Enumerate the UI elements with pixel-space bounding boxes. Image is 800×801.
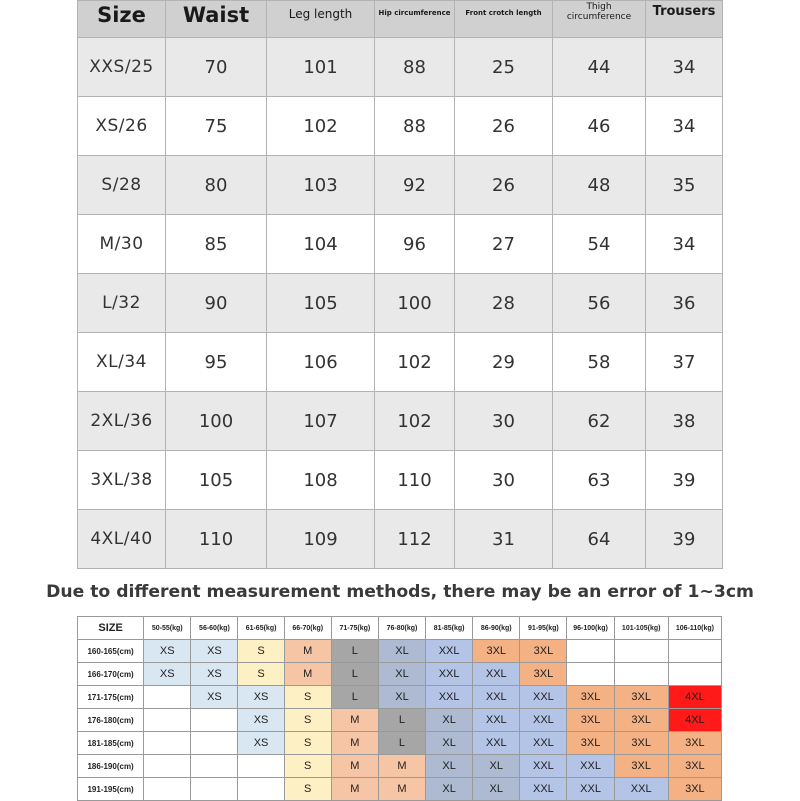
table-row: [78, 38, 723, 97]
recommended-size-cell: XXL: [473, 732, 520, 755]
recommended-size-cell: S: [238, 640, 284, 663]
recommended-size-cell: [144, 732, 191, 755]
table-header-row: [78, 1, 723, 38]
cell-size: XXS/25: [78, 38, 166, 97]
recommended-size-cell: M: [331, 709, 378, 732]
cell-leg-length: 102: [267, 97, 375, 156]
weight-range-header: 81-85(kg): [426, 617, 473, 640]
recommended-size-cell: [144, 686, 191, 709]
height-range-label: 166-170(cm): [78, 663, 144, 686]
cell-size: 4XL/40: [78, 510, 166, 569]
weight-range-header: 86-90(kg): [473, 617, 520, 640]
recommended-size-cell: [191, 709, 238, 732]
weight-range-header: 106-110(kg): [668, 617, 721, 640]
cell-leg-length: 109: [267, 510, 375, 569]
height-row: [78, 732, 722, 755]
cell-front-crotch-length: 31: [455, 510, 553, 569]
recommended-size-cell: XXL: [473, 663, 520, 686]
recommended-size-cell: XS: [191, 640, 238, 663]
cell-waist: 105: [166, 451, 267, 510]
cell-size: 3XL/38: [78, 451, 166, 510]
recommended-size-cell: 3XL: [614, 709, 668, 732]
cell-hip-circumference: 100: [375, 274, 455, 333]
recommended-size-cell: XS: [238, 709, 284, 732]
recommended-size-cell: M: [378, 778, 425, 801]
recommended-size-cell: [191, 755, 238, 778]
cell-hip-circumference: 102: [375, 392, 455, 451]
recommended-size-cell: S: [284, 778, 331, 801]
weight-range-header: 101-105(kg): [614, 617, 668, 640]
recommended-size-cell: L: [378, 709, 425, 732]
recommended-size-cell: [668, 663, 721, 686]
cell-front-crotch-length: 26: [455, 156, 553, 215]
cell-trousers: 37: [646, 333, 723, 392]
recommended-size-cell: XS: [191, 686, 238, 709]
cell-thigh-circumference: 62: [553, 392, 646, 451]
recommended-size-cell: M: [284, 640, 331, 663]
recommended-size-cell: S: [284, 732, 331, 755]
recommended-size-cell: XL: [426, 732, 473, 755]
header-leg-length: Leg length: [267, 1, 375, 38]
cell-waist: 100: [166, 392, 267, 451]
recommended-size-cell: M: [331, 755, 378, 778]
cell-thigh-circumference: 54: [553, 215, 646, 274]
cell-trousers: 36: [646, 274, 723, 333]
header-size: Size: [78, 1, 166, 38]
recommended-size-cell: 3XL: [473, 640, 520, 663]
height-range-label: 176-180(cm): [78, 709, 144, 732]
cell-thigh-circumference: 48: [553, 156, 646, 215]
recommended-size-cell: 3XL: [668, 732, 721, 755]
cell-hip-circumference: 88: [375, 97, 455, 156]
cell-front-crotch-length: 30: [455, 392, 553, 451]
cell-thigh-circumference: 44: [553, 38, 646, 97]
height-range-label: 186-190(cm): [78, 755, 144, 778]
recommended-size-cell: L: [331, 686, 378, 709]
table-row: [78, 510, 723, 569]
cell-trousers: 34: [646, 38, 723, 97]
table-row: [78, 333, 723, 392]
recommended-size-cell: XXL: [473, 709, 520, 732]
table-row: [78, 451, 723, 510]
table-row: [78, 97, 723, 156]
header-hip-circumference: Hip circumference: [375, 1, 455, 38]
recommended-size-cell: XXL: [614, 778, 668, 801]
recommended-size-cell: XS: [144, 640, 191, 663]
recommended-size-cell: 3XL: [668, 778, 721, 801]
recommended-size-cell: XXL: [567, 778, 614, 801]
cell-leg-length: 101: [267, 38, 375, 97]
recommended-size-cell: [668, 640, 721, 663]
cell-leg-length: 104: [267, 215, 375, 274]
weight-range-header: 91-95(kg): [520, 617, 567, 640]
cell-thigh-circumference: 46: [553, 97, 646, 156]
height-weight-body: [78, 640, 722, 801]
cell-hip-circumference: 92: [375, 156, 455, 215]
size-corner-header: SIZE: [78, 617, 144, 640]
height-row: [78, 686, 722, 709]
recommended-size-cell: L: [331, 663, 378, 686]
recommended-size-cell: M: [331, 778, 378, 801]
recommended-size-cell: XXL: [520, 732, 567, 755]
height-range-label: 191-195(cm): [78, 778, 144, 801]
recommended-size-cell: XXL: [473, 686, 520, 709]
cell-trousers: 38: [646, 392, 723, 451]
cell-trousers: 34: [646, 215, 723, 274]
cell-hip-circumference: 112: [375, 510, 455, 569]
recommended-size-cell: 3XL: [520, 663, 567, 686]
cell-waist: 80: [166, 156, 267, 215]
cell-leg-length: 105: [267, 274, 375, 333]
height-weight-size-table: [77, 616, 722, 801]
recommended-size-cell: 3XL: [614, 732, 668, 755]
recommended-size-cell: XL: [426, 755, 473, 778]
height-row: [78, 640, 722, 663]
height-row: [78, 663, 722, 686]
weight-range-header: 50-55(kg): [144, 617, 191, 640]
recommended-size-cell: 3XL: [567, 709, 614, 732]
cell-waist: 95: [166, 333, 267, 392]
cell-waist: 75: [166, 97, 267, 156]
recommended-size-cell: [614, 663, 668, 686]
cell-hip-circumference: 96: [375, 215, 455, 274]
recommended-size-cell: S: [284, 709, 331, 732]
cell-trousers: 39: [646, 510, 723, 569]
cell-hip-circumference: 110: [375, 451, 455, 510]
header-front-crotch-length: Front crotch length: [455, 1, 553, 38]
weight-range-header: 76-80(kg): [378, 617, 425, 640]
recommended-size-cell: L: [378, 732, 425, 755]
weight-range-header: 96-100(kg): [567, 617, 614, 640]
recommended-size-cell: XS: [238, 732, 284, 755]
recommended-size-cell: XXL: [426, 686, 473, 709]
recommended-size-cell: XS: [238, 686, 284, 709]
recommended-size-cell: [614, 640, 668, 663]
recommended-size-cell: XL: [473, 755, 520, 778]
recommended-size-cell: XXL: [426, 663, 473, 686]
cell-size: S/28: [78, 156, 166, 215]
cell-waist: 70: [166, 38, 267, 97]
table-row: [78, 274, 723, 333]
cell-size: 2XL/36: [78, 392, 166, 451]
recommended-size-cell: [238, 778, 284, 801]
recommended-size-cell: XL: [426, 709, 473, 732]
weight-range-header: 71-75(kg): [331, 617, 378, 640]
weight-range-header: 66-70(kg): [284, 617, 331, 640]
cell-size: M/30: [78, 215, 166, 274]
recommended-size-cell: 3XL: [668, 755, 721, 778]
cell-trousers: 34: [646, 97, 723, 156]
cell-leg-length: 103: [267, 156, 375, 215]
recommended-size-cell: [567, 663, 614, 686]
recommended-size-cell: M: [378, 755, 425, 778]
weight-header-row: [78, 617, 722, 640]
header-waist: Waist: [166, 1, 267, 38]
header-thigh-circumference: Thigh circumference: [553, 1, 646, 38]
cell-trousers: 35: [646, 156, 723, 215]
height-range-label: 171-175(cm): [78, 686, 144, 709]
cell-thigh-circumference: 58: [553, 333, 646, 392]
cell-leg-length: 108: [267, 451, 375, 510]
recommended-size-cell: XL: [426, 778, 473, 801]
recommended-size-cell: XL: [378, 640, 425, 663]
recommended-size-cell: XL: [378, 663, 425, 686]
size-table-body: [78, 38, 723, 569]
cell-waist: 110: [166, 510, 267, 569]
height-row: [78, 709, 722, 732]
cell-waist: 85: [166, 215, 267, 274]
recommended-size-cell: 4XL: [668, 686, 721, 709]
recommended-size-cell: XL: [378, 686, 425, 709]
weight-range-header: 61-65(kg): [238, 617, 284, 640]
table-row: [78, 215, 723, 274]
recommended-size-cell: S: [284, 755, 331, 778]
recommended-size-cell: XXL: [520, 709, 567, 732]
cell-leg-length: 107: [267, 392, 375, 451]
recommended-size-cell: [191, 732, 238, 755]
recommended-size-cell: 3XL: [567, 686, 614, 709]
cell-front-crotch-length: 28: [455, 274, 553, 333]
recommended-size-cell: 3XL: [520, 640, 567, 663]
recommended-size-cell: L: [331, 640, 378, 663]
cell-hip-circumference: 88: [375, 38, 455, 97]
cell-leg-length: 106: [267, 333, 375, 392]
recommended-size-cell: [238, 755, 284, 778]
cell-front-crotch-length: 30: [455, 451, 553, 510]
height-range-label: 181-185(cm): [78, 732, 144, 755]
measurement-disclaimer: Due to different measurement methods, there may be an error of 1~3cm: [46, 582, 754, 602]
cell-waist: 90: [166, 274, 267, 333]
weight-range-header: 56-60(kg): [191, 617, 238, 640]
recommended-size-cell: [144, 709, 191, 732]
recommended-size-cell: [144, 755, 191, 778]
recommended-size-cell: 3XL: [614, 755, 668, 778]
recommended-size-cell: XS: [191, 663, 238, 686]
height-row: [78, 755, 722, 778]
cell-front-crotch-length: 25: [455, 38, 553, 97]
table-row: [78, 156, 723, 215]
recommended-size-cell: XXL: [520, 755, 567, 778]
recommended-size-cell: S: [284, 686, 331, 709]
table-row: [78, 392, 723, 451]
cell-thigh-circumference: 63: [553, 451, 646, 510]
recommended-size-cell: M: [331, 732, 378, 755]
cell-thigh-circumference: 64: [553, 510, 646, 569]
cell-front-crotch-length: 26: [455, 97, 553, 156]
cell-front-crotch-length: 29: [455, 333, 553, 392]
cell-front-crotch-length: 27: [455, 215, 553, 274]
header-trousers: Trousers: [646, 1, 723, 38]
recommended-size-cell: XXL: [567, 755, 614, 778]
cell-size: L/32: [78, 274, 166, 333]
cell-hip-circumference: 102: [375, 333, 455, 392]
recommended-size-cell: XL: [473, 778, 520, 801]
cell-trousers: 39: [646, 451, 723, 510]
recommended-size-cell: 4XL: [668, 709, 721, 732]
recommended-size-cell: [567, 640, 614, 663]
recommended-size-cell: XXL: [520, 686, 567, 709]
recommended-size-cell: XXL: [520, 778, 567, 801]
recommended-size-cell: 3XL: [614, 686, 668, 709]
size-measurement-table: [77, 0, 723, 569]
recommended-size-cell: [191, 778, 238, 801]
recommended-size-cell: XS: [144, 663, 191, 686]
recommended-size-cell: XXL: [426, 640, 473, 663]
recommended-size-cell: 3XL: [567, 732, 614, 755]
cell-size: XL/34: [78, 333, 166, 392]
height-range-label: 160-165(cm): [78, 640, 144, 663]
cell-thigh-circumference: 56: [553, 274, 646, 333]
height-row: [78, 778, 722, 801]
cell-size: XS/26: [78, 97, 166, 156]
recommended-size-cell: S: [238, 663, 284, 686]
recommended-size-cell: M: [284, 663, 331, 686]
recommended-size-cell: [144, 778, 191, 801]
